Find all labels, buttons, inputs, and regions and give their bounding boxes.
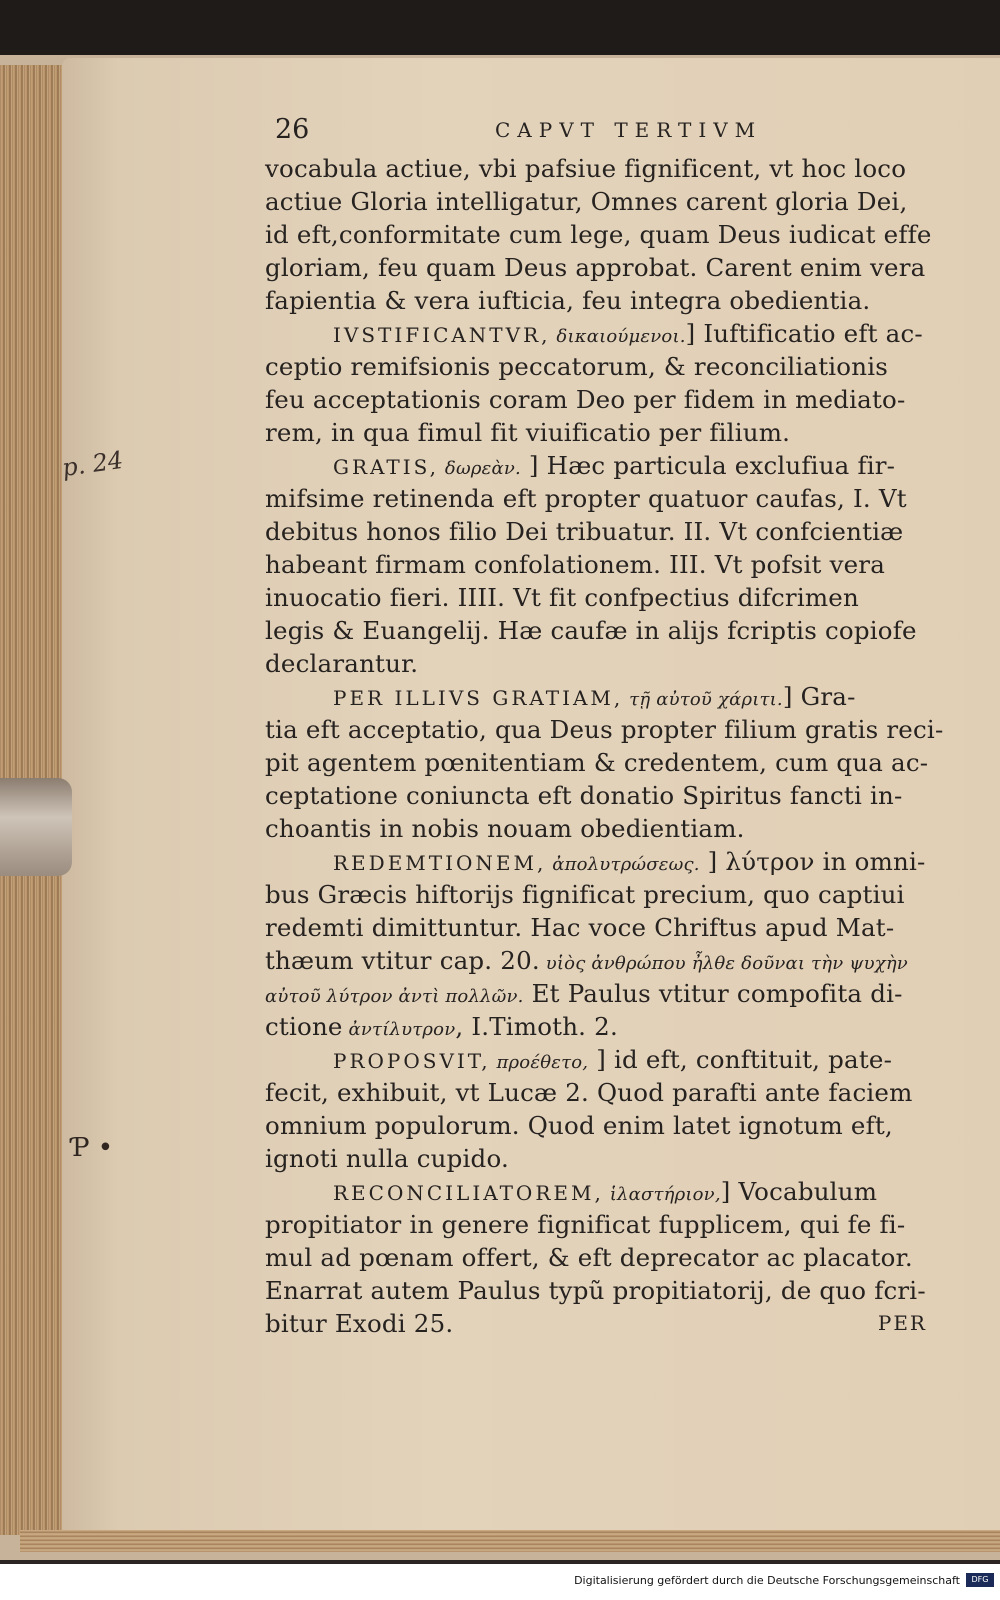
footer-credit: Digitalisierung gefördert durch die Deutsche Forschungsgemeinschaft <box>574 1574 960 1587</box>
line-text: actiue Gloria intelligatur, Omnes carent gloria Dei, <box>265 187 908 216</box>
line-text: inuocatio fieri. IIII. Vt fit confpectius difcrimen <box>265 583 859 612</box>
line-text: rem, in qua fimul fit viuificatio per filium. <box>265 418 791 447</box>
line-text: bus Græcis hiftorijs fignificat precium, quo captiui <box>265 880 905 909</box>
greek-term: προέθετο, <box>490 1052 589 1073</box>
text-line <box>265 1175 955 1208</box>
text-line <box>265 416 955 449</box>
line-text: ] id eft, conftituit, pate- <box>588 1045 893 1074</box>
text-line <box>265 1142 955 1175</box>
greek-term: ἱλαστήριον, <box>603 1184 721 1205</box>
line-text: id eft,conformitate cum lege, quam Deus iudicat effe <box>265 220 932 249</box>
text-line <box>265 1076 955 1109</box>
lemma-heading: RECONCILIATOREM, <box>333 1181 604 1205</box>
line-text: debitus honos filio Dei tribuatur. II. Vt confcientiæ <box>265 517 904 546</box>
text-line <box>265 1043 955 1076</box>
text-line <box>265 449 955 482</box>
text-line <box>265 1010 955 1043</box>
line-text: omnium populorum. Quod enim latet ignotum eft, <box>265 1111 893 1140</box>
text-line <box>265 1274 955 1307</box>
dfg-logo: DFG <box>966 1573 994 1587</box>
text-line <box>265 680 955 713</box>
line-text: legis & Euangelij. Hæ caufæ in alijs fcriptis copiofe <box>265 616 917 645</box>
greek-term: υἱὸς ἀνθρώπου ἦλθε δοῦναι τὴν ψυχὴν <box>539 953 908 974</box>
text-line <box>265 350 955 383</box>
lemma-heading: IVSTIFICANTVR, <box>333 323 551 347</box>
line-text: ] Hæc particula exclufiua fir- <box>520 451 896 480</box>
text-line <box>265 812 955 845</box>
text-line <box>265 911 955 944</box>
book-clasp <box>0 778 72 876</box>
line-text: Enarrat autem Paulus typũ propitiatorij, de quo fcri- <box>265 1276 926 1305</box>
line-text: ceptio remifsionis peccatorum, & reconciliationis <box>265 352 889 381</box>
text-line <box>265 482 955 515</box>
greek-term: δωρεὰν. <box>438 458 521 479</box>
page-number: 26 <box>275 114 310 145</box>
lemma-heading: GRATIS, <box>333 455 439 479</box>
text-line <box>265 614 955 647</box>
margin-mark: Ƥ • <box>72 1133 114 1163</box>
page-header <box>265 112 955 152</box>
catchword: PER <box>877 1311 927 1335</box>
text-line <box>265 746 955 779</box>
text-line <box>265 152 955 185</box>
greek-term: αὐτοῦ λύτρον ἀντὶ πολλῶν. <box>265 986 524 1007</box>
line-text: fecit, exhibuit, vt Lucæ 2. Quod parafti ante faciem <box>265 1078 913 1107</box>
text-line <box>265 1241 955 1274</box>
line-text: declarantur. <box>265 649 419 678</box>
line-text: gloriam, feu quam Deus approbat. Carent enim vera <box>265 253 926 282</box>
running-head: CAPVT TERTIVM <box>495 118 763 142</box>
text-line <box>265 515 955 548</box>
text-line <box>265 878 955 911</box>
line-text: mifsime retinenda eft propter quatuor caufas, I. Vt <box>265 484 907 513</box>
line-text: ceptatione coniuncta eft donatio Spiritus fancti in- <box>265 781 903 810</box>
text-line <box>265 647 955 680</box>
lemma-heading: REDEMTIONEM, <box>333 851 547 875</box>
line-text: ] Vocabulum <box>720 1177 878 1206</box>
text-line <box>265 1208 955 1241</box>
footer-bar <box>0 1564 1000 1600</box>
line-text: redemti dimittuntur. Hac voce Chriftus apud Mat- <box>265 913 895 942</box>
line-text: thæum vtitur cap. 20. <box>265 946 540 975</box>
text-line <box>265 1307 955 1340</box>
text-line <box>265 1109 955 1142</box>
page-text-block <box>265 112 955 1373</box>
greek-term: ἀπολυτρώσεως. <box>546 854 700 875</box>
line-text: , I.Timoth. 2. <box>455 1012 618 1041</box>
line-text: ] λύτρον in omni- <box>699 847 926 876</box>
line-text: feu acceptationis coram Deo per fidem in mediato- <box>265 385 906 414</box>
page-edges-bottom <box>20 1530 1000 1552</box>
text-line <box>265 581 955 614</box>
line-text: ignoti nulla cupido. <box>265 1144 509 1173</box>
text-line <box>265 284 955 317</box>
margin-note: p. 24 <box>60 445 125 483</box>
lemma-heading: PER ILLIVS GRATIAM, <box>333 686 624 710</box>
text-line <box>265 218 955 251</box>
greek-term: δικαιούμενοι. <box>550 326 686 347</box>
line-text: bitur Exodi 25. <box>265 1309 454 1338</box>
line-text: ] Iuftificatio eft ac- <box>685 319 923 348</box>
line-text: ] Gra- <box>782 682 856 711</box>
text-line <box>265 845 955 878</box>
line-text: mul ad pœnam offert, & eft deprecator ac placator. <box>265 1243 913 1272</box>
line-text: pit agentem pœnitentiam & credentem, cum qua ac- <box>265 748 929 777</box>
text-line <box>265 383 955 416</box>
text-line <box>265 185 955 218</box>
line-text: Et Paulus vtitur compofita di- <box>523 979 903 1008</box>
text-line <box>265 713 955 746</box>
text-line <box>265 251 955 284</box>
greek-term: τῇ αὐτοῦ χάριτι. <box>623 689 783 710</box>
line-text: ctione <box>265 1012 343 1041</box>
text-line <box>265 779 955 812</box>
greek-term: ἀντίλυτρον <box>342 1019 456 1040</box>
line-text: choantis in nobis nouam obedientiam. <box>265 814 745 843</box>
line-text: vocabula actiue, vbi pafsiue fignificent, vt hoc loco <box>265 154 907 183</box>
text-line <box>265 548 955 581</box>
text-line <box>265 944 955 977</box>
text-line <box>265 317 955 350</box>
body-lines <box>265 152 955 1340</box>
line-text: tia eft acceptatio, qua Deus propter filium gratis reci- <box>265 715 944 744</box>
lemma-heading: PROPOSVIT, <box>333 1049 491 1073</box>
line-text: habeant firmam confolationem. III. Vt pofsit vera <box>265 550 886 579</box>
line-text: fapientia & vera iufticia, feu integra obedientia. <box>265 286 871 315</box>
line-text: propitiator in genere fignificat fupplicem, qui fe fi- <box>265 1210 906 1239</box>
text-line <box>265 977 955 1010</box>
